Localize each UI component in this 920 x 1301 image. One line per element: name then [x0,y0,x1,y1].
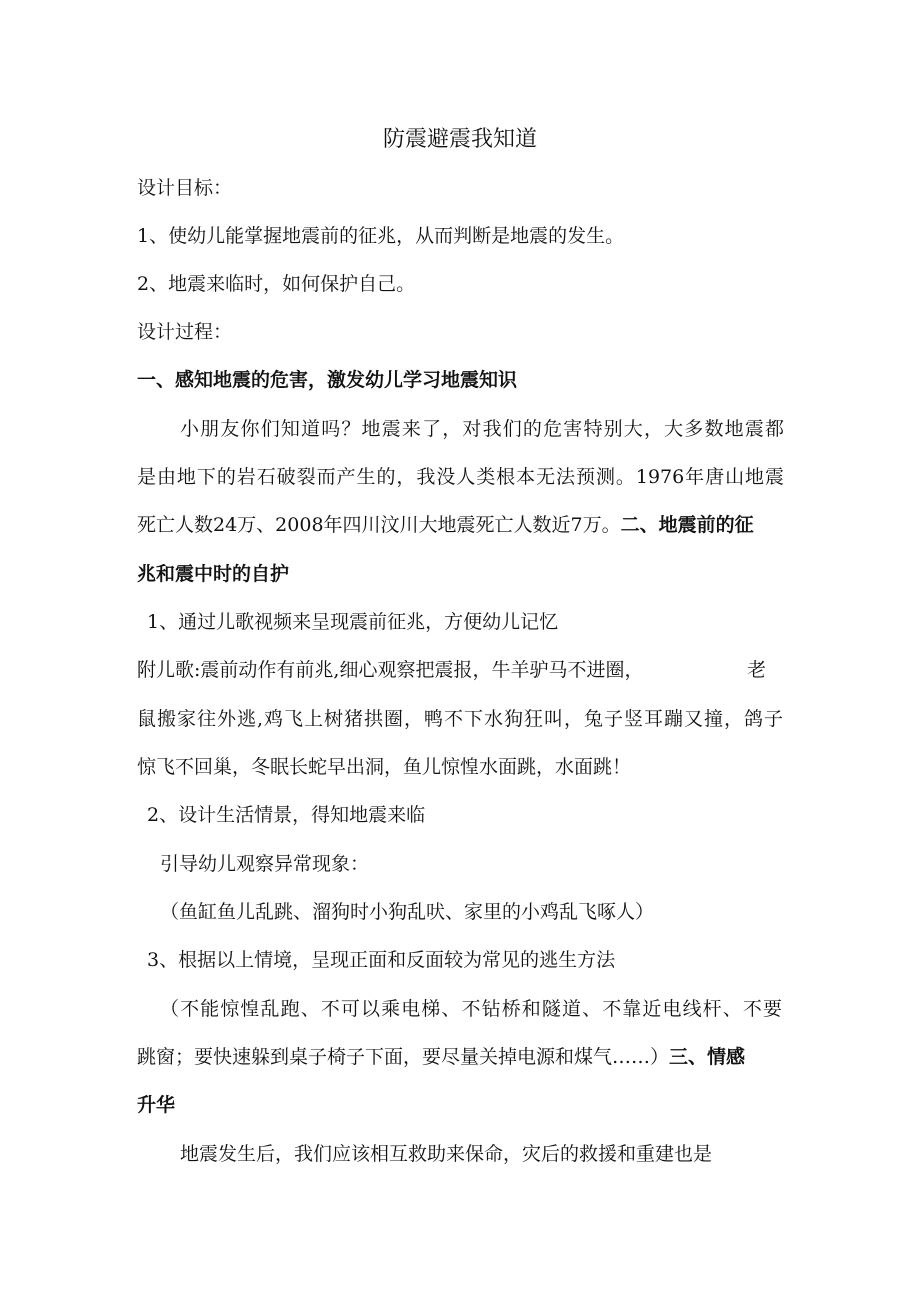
guide-text: 引导幼儿观察异常现象： [160,853,370,875]
process-heading: 设计过程： [137,321,233,343]
rhyme-line-1: 附儿歌:震前动作有前兆,细心观察把震报，牛羊驴马不进圈， [137,659,644,681]
section-2-heading-part-2: 兆和震中时的自护 [137,563,290,585]
section-3-heading-part-2: 升华 [137,1094,176,1116]
item-2-1: 1、通过儿歌视频来呈现震前征兆，方便幼儿记忆 [147,611,559,633]
section-3-heading-part-1: 三、情感 [669,1046,746,1068]
rhyme-line-3: 惊飞不回巢，冬眠长蛇早出洞，鱼儿惊惶水面跳，水面跳！ [137,756,632,778]
escape-line-1: （不能惊惶乱跑、不可以乘电梯、不钻桥和隧道、不靠近电线杆、不要 [160,998,782,1020]
section-1-paragraph-line-2: 是由地下的岩石破裂而产生的，我没人类根本无法预测。1976年唐山地震 [137,466,784,488]
document-title: 防震避震我知道 [382,127,537,152]
section-1-paragraph-line-3: 死亡人数24万、2008年四川汶川大地震死亡人数近7万。 [137,514,621,536]
section-1-paragraph-line-1: 小朋友你们知道吗？地震来了，对我们的危害特别大，大多数地震都 [180,418,784,440]
section-2-heading-part-1: 二、地震前的征 [620,514,754,536]
phenomena-text: （鱼缸鱼儿乱跳、溜狗时小狗乱吠、家里的小鸡乱飞啄人） [160,901,655,923]
goal-1: 1、使幼儿能掌握地震前的征兆，从而判断是地震的发生。 [137,225,625,247]
rhyme-line-1-tail: 老 [747,659,767,681]
escape-line-2: 跳窗；要快速躲到桌子椅子下面，要尽量关掉电源和煤气……） [137,1046,670,1068]
section-3-paragraph-line-1: 地震发生后，我们应该相互救助来保命，灾后的救援和重建也是 [180,1143,713,1165]
goals-heading: 设计目标： [137,177,233,199]
escape-line-2-row [137,1045,787,1069]
item-2-2: 2、设计生活情景，得知地震来临 [147,804,426,826]
item-2-3: 3、根据以上情境，呈现正面和反面较为常见的逃生方法 [147,949,616,971]
section-1-heading: 一、感知地震的危害，激发幼儿学习地震知识 [137,369,518,391]
section-1-paragraph-line-3-row [137,513,787,537]
goal-2: 2、地震来临时，如何保护自己。 [137,273,416,295]
rhyme-line-1-row [137,658,787,682]
rhyme-line-2: 鼠搬家往外逃,鸡飞上树猪拱圈，鸭不下水狗狂叫，兔子竖耳蹦又撞，鸽子 [137,708,783,730]
